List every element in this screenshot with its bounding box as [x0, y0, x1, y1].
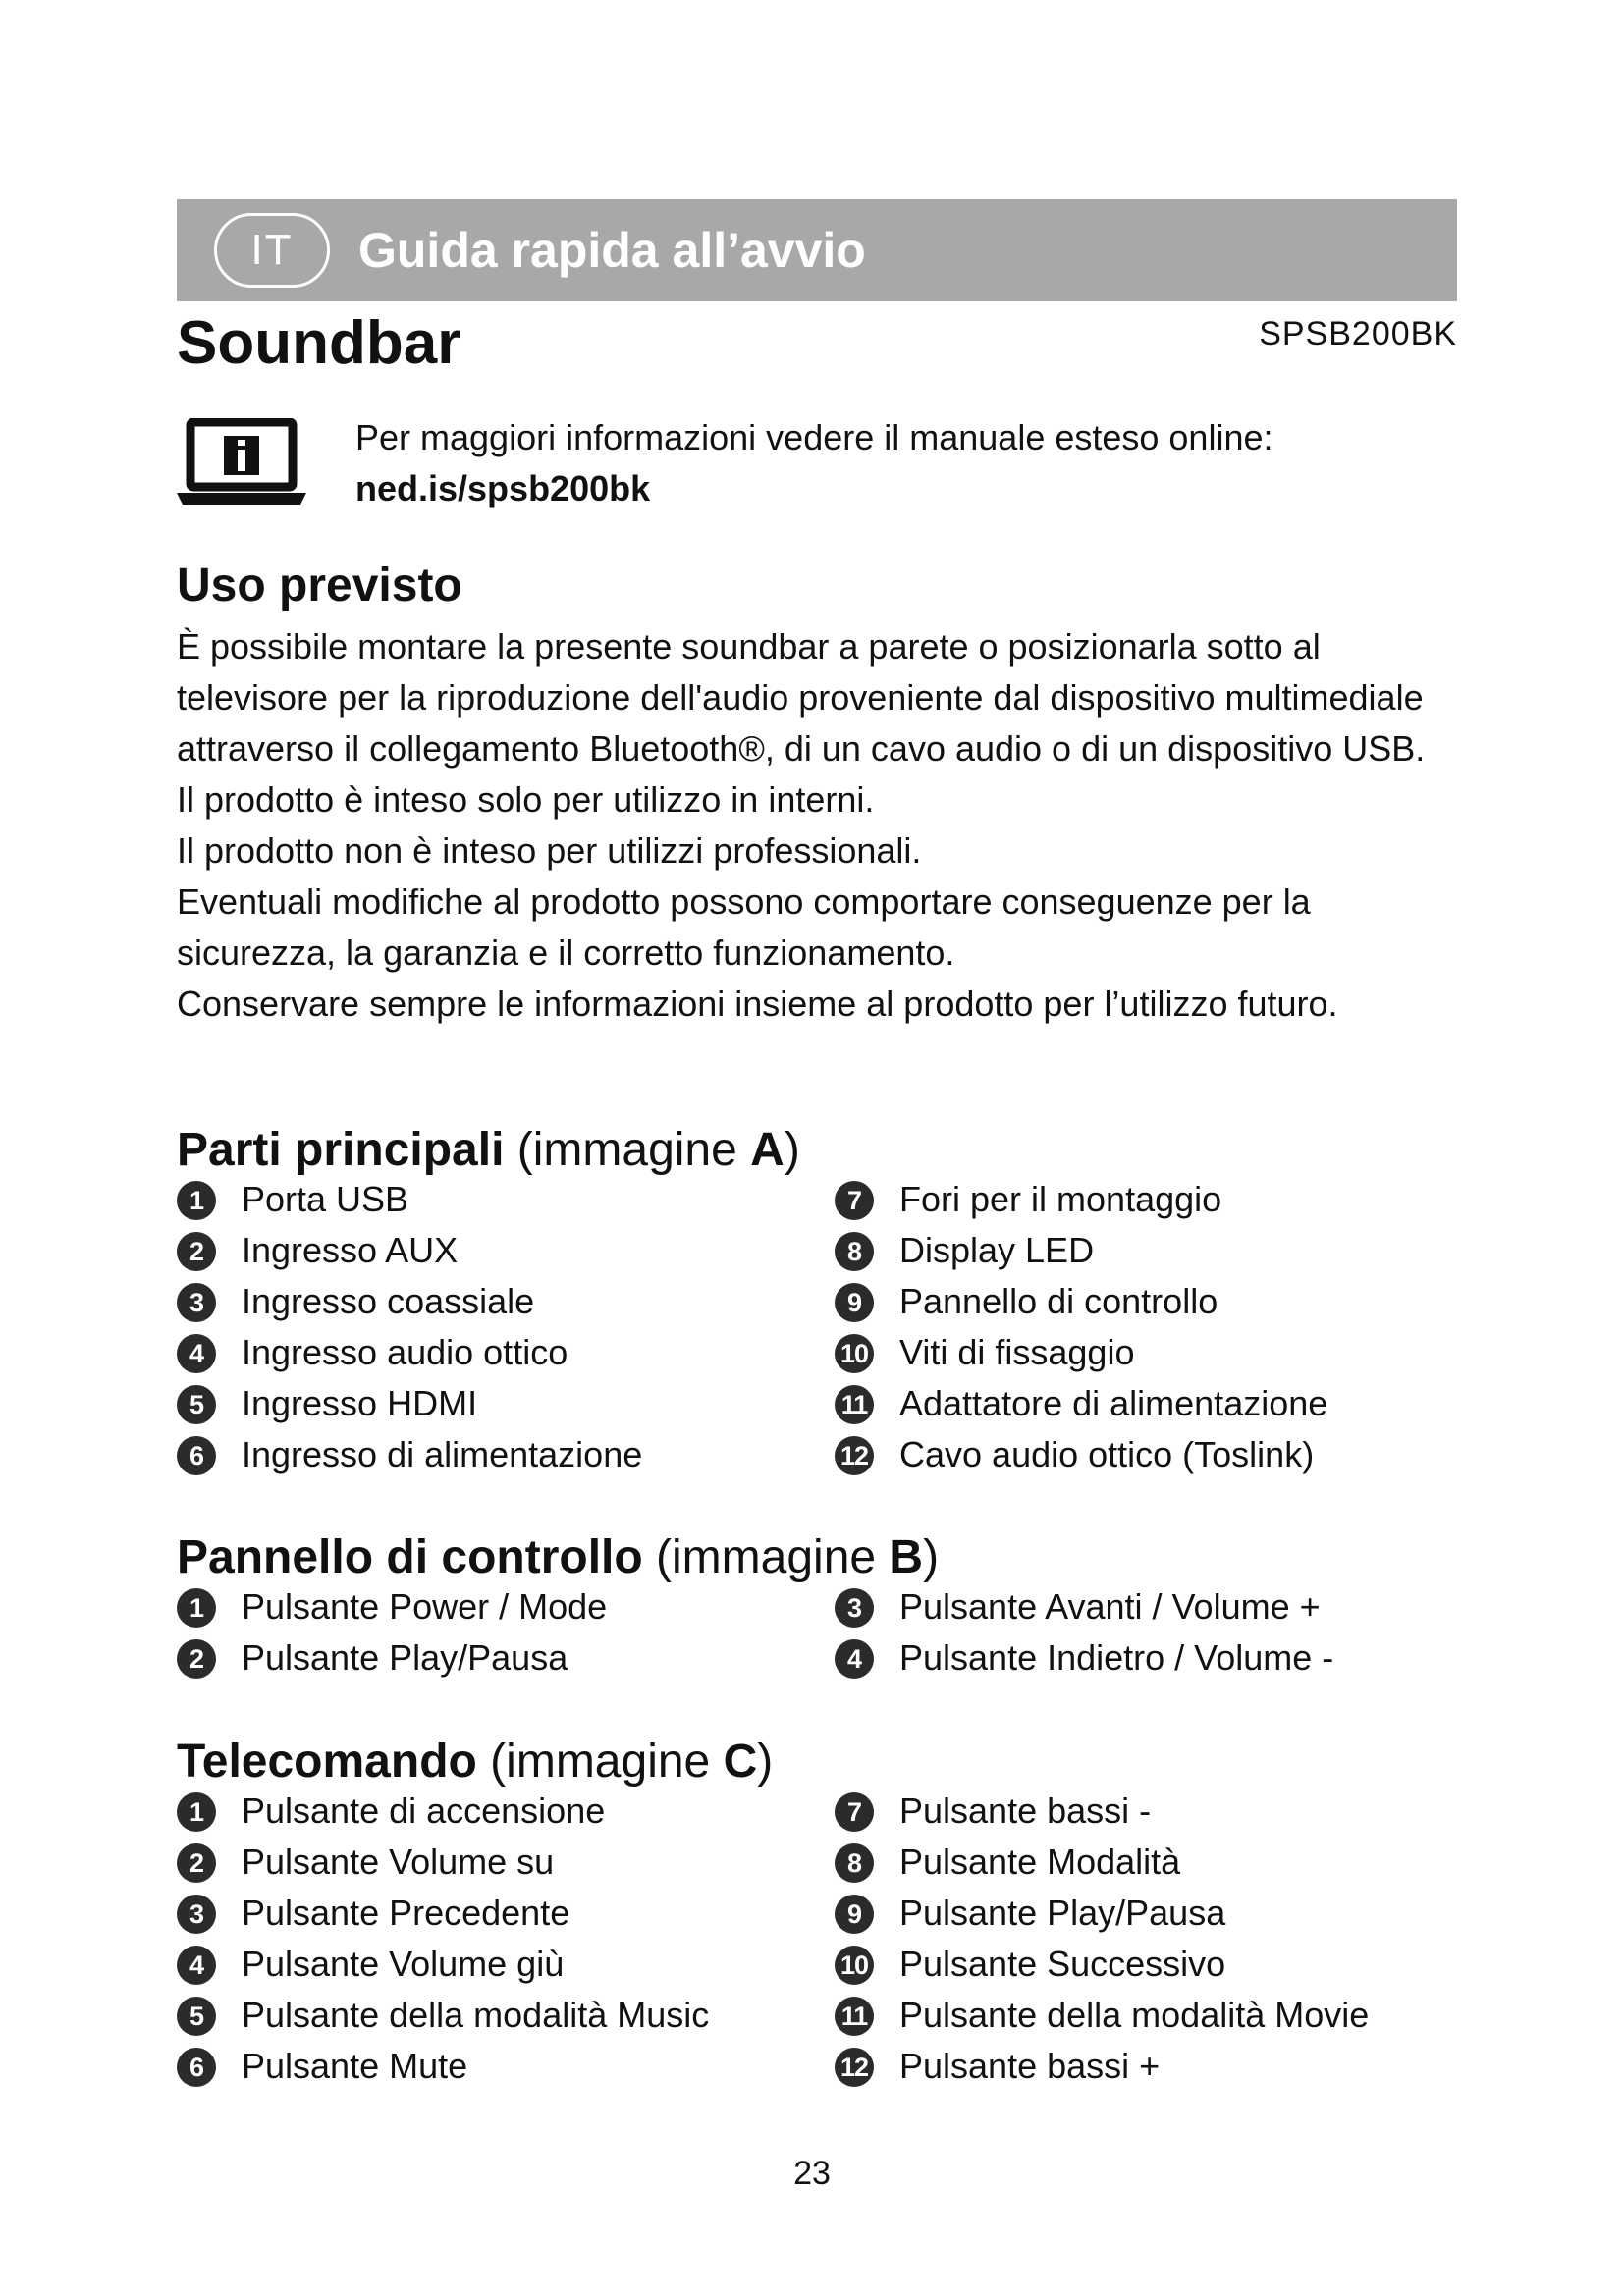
- list-item: 12 Cavo audio ottico (Toslink): [835, 1429, 1327, 1480]
- manual-link[interactable]: ned.is/spsb200bk: [355, 468, 651, 508]
- intended-use-paragraph: Il prodotto non è inteso per utilizzi professionali.: [177, 830, 922, 871]
- list-item: 12 Pulsante bassi +: [835, 2041, 1369, 2092]
- intended-use-paragraph: Eventuali modifiche al prodotto possono comportare conseguenze per la sicurezza, la garanzia e il corretto funzionamento.: [177, 881, 1311, 973]
- number-badge: 9: [835, 1895, 874, 1934]
- list-item: 11 Adattatore di alimentazione: [835, 1378, 1327, 1429]
- list-item: 1 Pulsante Power / Mode: [177, 1581, 607, 1632]
- remote-list-left: [177, 1786, 709, 2092]
- page-number: 23: [793, 2155, 831, 2192]
- list-item: 4 Ingresso audio ottico: [177, 1327, 642, 1378]
- remote-title: Telecomando (immagine C): [177, 1735, 774, 1788]
- number-badge: 3: [177, 1895, 216, 1934]
- language-badge: IT: [214, 213, 330, 288]
- list-item: 8 Pulsante Modalità: [835, 1837, 1369, 1888]
- list-item: 3 Pulsante Avanti / Volume +: [835, 1581, 1333, 1632]
- list-item: 2 Pulsante Play/Pausa: [177, 1632, 607, 1683]
- list-item: 8 Display LED: [835, 1225, 1327, 1276]
- list-item: 5 Ingresso HDMI: [177, 1378, 642, 1429]
- intended-use-title: Uso previsto: [177, 560, 462, 612]
- list-item: 7 Fori per il montaggio: [835, 1174, 1327, 1225]
- control-panel-title: Pannello di controllo (immagine B): [177, 1531, 940, 1583]
- list-item: 6 Ingresso di alimentazione: [177, 1429, 642, 1480]
- number-badge: 8: [835, 1232, 874, 1271]
- list-item: 1 Porta USB: [177, 1174, 642, 1225]
- list-item: 3 Pulsante Precedente: [177, 1888, 709, 1939]
- number-badge: 6: [177, 2048, 216, 2087]
- info-block: [355, 412, 1273, 514]
- list-item: 9 Pannello di controllo: [835, 1276, 1327, 1327]
- number-badge: 1: [177, 1181, 216, 1220]
- number-badge: 6: [177, 1436, 216, 1475]
- list-item: 2 Ingresso AUX: [177, 1225, 642, 1276]
- number-badge: 5: [177, 1385, 216, 1424]
- list-item: 2 Pulsante Volume su: [177, 1837, 709, 1888]
- number-badge: 10: [835, 1946, 874, 1985]
- number-badge: 12: [835, 2048, 874, 2087]
- number-badge: 11: [835, 1385, 874, 1424]
- model-number: SPSB200BK: [1259, 315, 1457, 352]
- info-text: Per maggiori informazioni vedere il manuale esteso online:: [355, 417, 1273, 457]
- number-badge: 11: [835, 1997, 874, 2036]
- number-badge: 2: [177, 1639, 216, 1679]
- list-item: 9 Pulsante Play/Pausa: [835, 1888, 1369, 1939]
- number-badge: 5: [177, 1997, 216, 2036]
- intended-use-paragraph: Conservare sempre le informazioni insieme al prodotto per l’utilizzo futuro.: [177, 984, 1338, 1024]
- main-parts-title: Parti principali (immagine A): [177, 1124, 800, 1176]
- number-badge: 10: [835, 1334, 874, 1373]
- number-badge: 7: [835, 1792, 874, 1832]
- header-banner: [177, 199, 1457, 301]
- number-badge: 4: [177, 1946, 216, 1985]
- list-item: 10 Viti di fissaggio: [835, 1327, 1327, 1378]
- remote-list-right: [835, 1786, 1369, 2092]
- control-panel-list-left: [177, 1581, 607, 1683]
- number-badge: 4: [177, 1334, 216, 1373]
- number-badge: 7: [835, 1181, 874, 1220]
- number-badge: 12: [835, 1436, 874, 1475]
- number-badge: 1: [177, 1792, 216, 1832]
- list-item: 6 Pulsante Mute: [177, 2041, 709, 2092]
- list-item: 1 Pulsante di accensione: [177, 1786, 709, 1837]
- number-badge: 3: [835, 1588, 874, 1628]
- page-title: Soundbar: [177, 309, 461, 377]
- number-badge: 8: [835, 1843, 874, 1883]
- main-parts-list-left: [177, 1174, 642, 1480]
- list-item: 10 Pulsante Successivo: [835, 1939, 1369, 1990]
- number-badge: 2: [177, 1232, 216, 1271]
- main-parts-list-right: [835, 1174, 1327, 1480]
- control-panel-list-right: [835, 1581, 1333, 1683]
- number-badge: 1: [177, 1588, 216, 1628]
- intended-use-text: [177, 621, 1453, 1030]
- number-badge: 9: [835, 1283, 874, 1322]
- intended-use-paragraph: È possibile montare la presente soundbar a parete o posizionarla sotto al televisore per la riproduzione dell'audio proveniente dal dispositivo multimediale attraverso il collegamento Bluetooth®, di un cavo audio o di un dispositivo USB.: [177, 626, 1426, 769]
- list-item: 5 Pulsante della modalità Music: [177, 1990, 709, 2041]
- banner-title: Guida rapida all’avvio: [358, 223, 866, 278]
- list-item: 3 Ingresso coassiale: [177, 1276, 642, 1327]
- list-item: 4 Pulsante Indietro / Volume -: [835, 1632, 1333, 1683]
- list-item: 11 Pulsante della modalità Movie: [835, 1990, 1369, 2041]
- intended-use-paragraph: Il prodotto è inteso solo per utilizzo in interni.: [177, 779, 875, 820]
- list-item: 7 Pulsante bassi -: [835, 1786, 1369, 1837]
- list-item: 4 Pulsante Volume giù: [177, 1939, 709, 1990]
- number-badge: 4: [835, 1639, 874, 1679]
- laptop-info-icon: [177, 418, 306, 507]
- number-badge: 2: [177, 1843, 216, 1883]
- number-badge: 3: [177, 1283, 216, 1322]
